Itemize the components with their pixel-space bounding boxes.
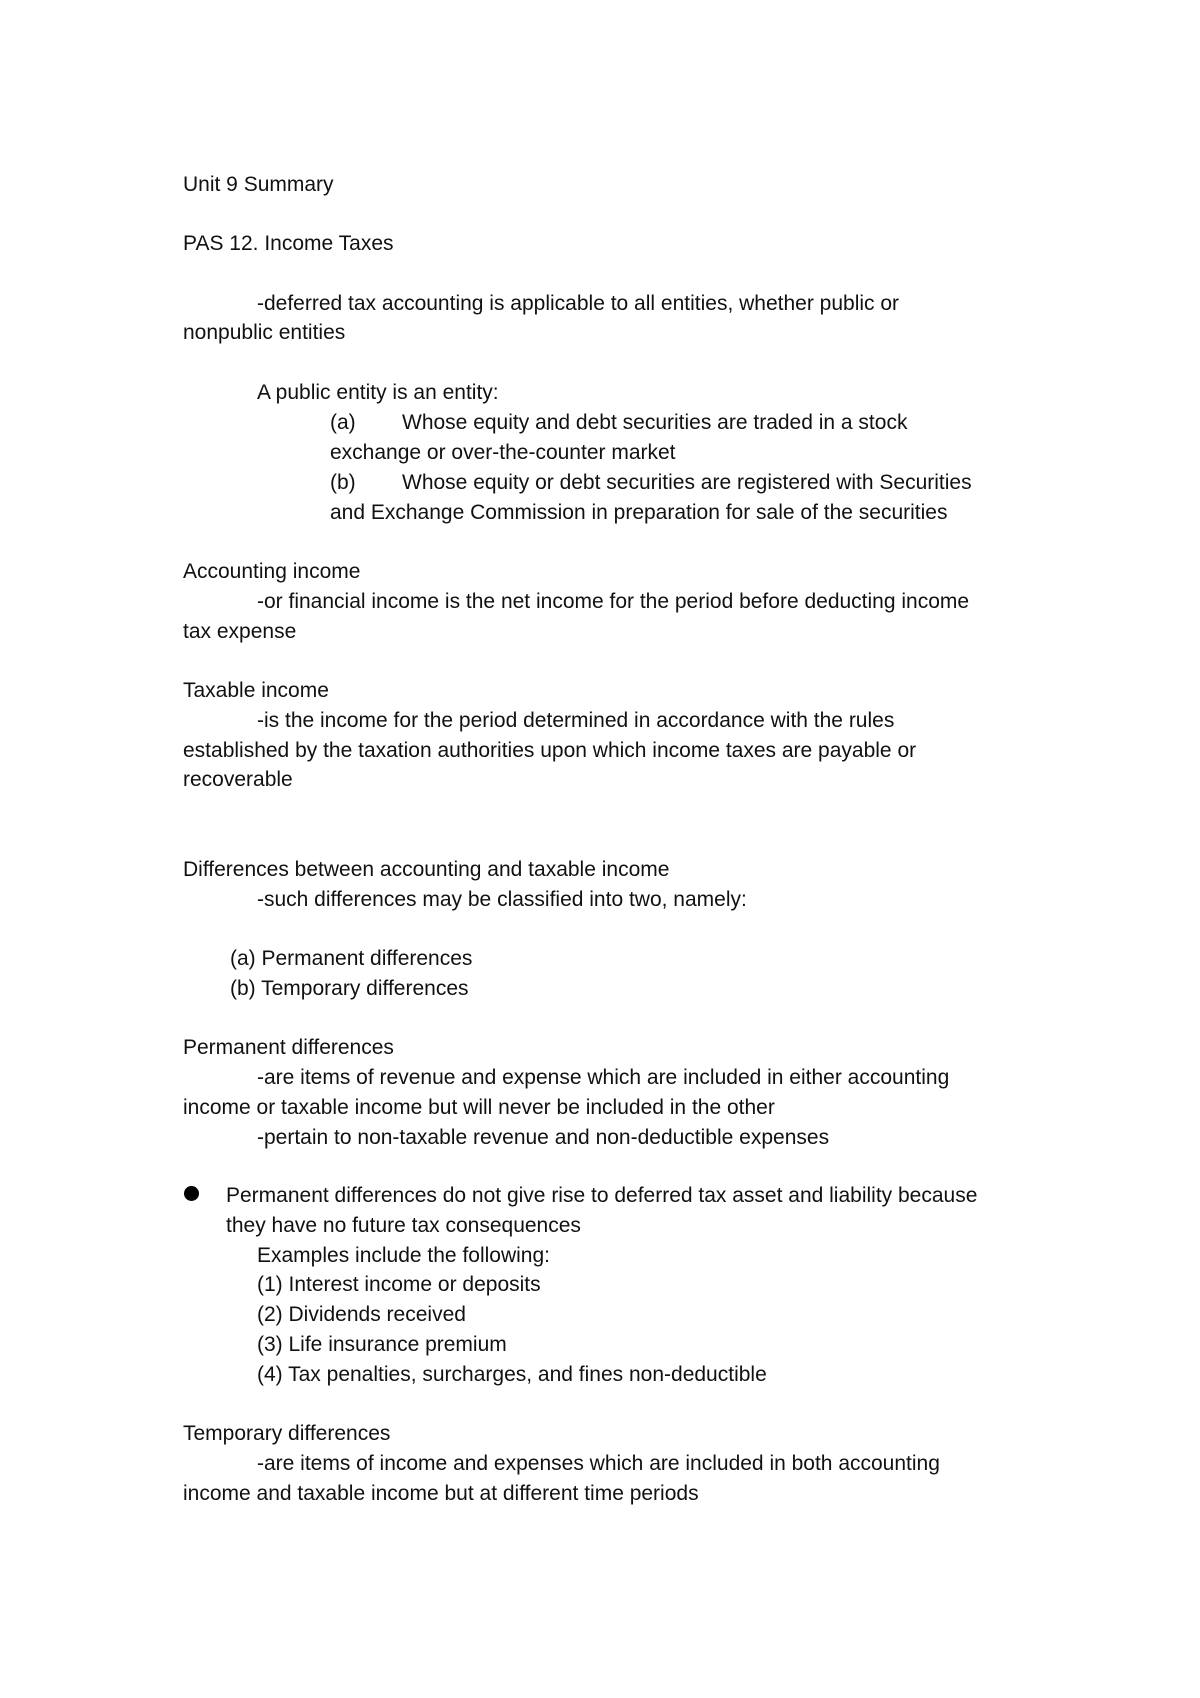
permanent-line-3: -pertain to non-taxable revenue and non-deductible expenses [257,1126,830,1149]
differences-heading: Differences between accounting and taxable income [183,858,670,881]
taxable-income-heading: Taxable income [183,679,329,702]
permanent-heading: Permanent differences [183,1036,394,1059]
list-item-a-continued: exchange or over-the-counter market [330,441,676,464]
permanent-line-2: income or taxable income but will never be included in the other [183,1096,775,1119]
bullet-icon [184,1186,199,1201]
bullet-line-2: they have no future tax consequences [226,1214,581,1237]
taxable-income-line-1: -is the income for the period determined in accordance with the rules [257,709,895,732]
document-title: Unit 9 Summary [183,173,334,196]
list-item-b [330,468,972,498]
list-item-a [330,408,907,438]
public-entity-lead: A public entity is an entity: [257,381,499,404]
accounting-income-line-1: -or financial income is the net income for the period before deducting income [257,590,970,613]
accounting-income-heading: Accounting income [183,560,361,583]
taxable-income-line-3: recoverable [183,768,293,791]
list-item-b-continued: and Exchange Commission in preparation for sale of the securities [330,501,948,524]
list-marker: (b) [330,471,356,494]
example-item-4: (4) Tax penalties, surcharges, and fines non-deductible [257,1363,767,1386]
example-item-2: (2) Dividends received [257,1303,466,1326]
differences-line-1: -such differences may be classified into two, namely: [257,888,747,911]
accounting-income-line-2: tax expense [183,620,297,643]
temporary-line-1: -are items of income and expenses which are included in both accounting [257,1452,940,1475]
bullet-line-1: Permanent differences do not give rise to deferred tax asset and liability because [226,1184,978,1207]
temporary-heading: Temporary differences [183,1422,391,1445]
list-item-text: Whose equity and debt securities are traded in a stock [402,411,908,434]
standard-title: PAS 12. Income Taxes [183,232,394,255]
taxable-income-line-2: established by the taxation authorities upon which income taxes are payable or [183,739,917,762]
differences-item-a: (a) Permanent differences [230,947,473,970]
intro-line-2: nonpublic entities [183,321,346,344]
differences-item-b: (b) Temporary differences [230,977,469,1000]
example-item-3: (3) Life insurance premium [257,1333,507,1356]
list-marker: (a) [330,411,356,434]
list-item-text: Whose equity or debt securities are registered with Securities [402,471,972,494]
permanent-line-1: -are items of revenue and expense which are included in either accounting [257,1066,950,1089]
examples-lead: Examples include the following: [257,1244,550,1267]
temporary-line-2: income and taxable income but at different time periods [183,1482,699,1505]
example-item-1: (1) Interest income or deposits [257,1273,541,1296]
intro-line-1: -deferred tax accounting is applicable to all entities, whether public or [257,292,900,315]
